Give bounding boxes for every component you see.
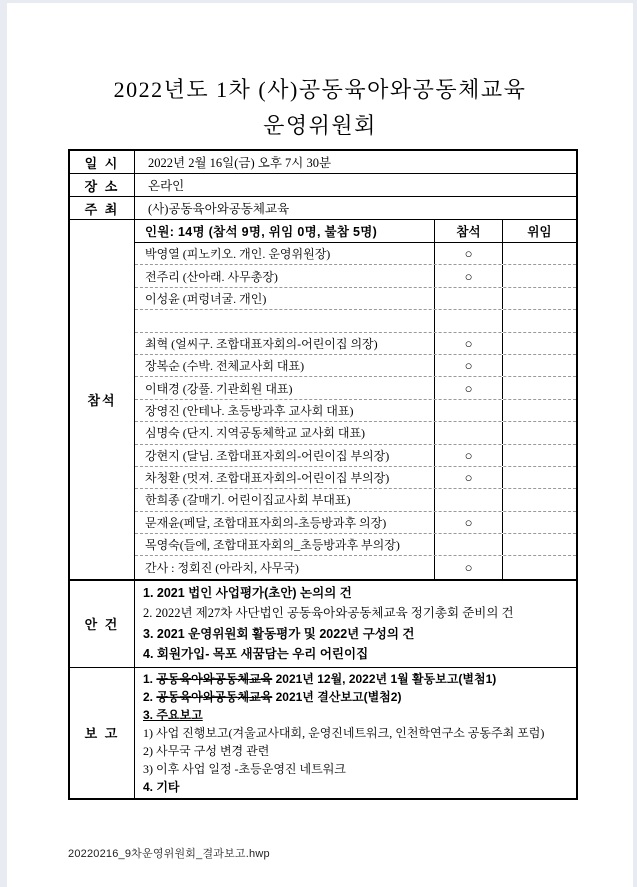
proxy-mark-cell <box>502 288 576 309</box>
agenda-section <box>70 581 576 668</box>
table-row-datetime <box>70 151 576 174</box>
attendee-row <box>135 534 576 556</box>
agenda-section-label: 안 건 <box>70 581 135 667</box>
attend-mark-cell <box>434 265 502 286</box>
attendee-name: 심명숙 (단지. 지역공동체학교 교사회 대표) <box>145 426 366 441</box>
attend-mark: ○ <box>464 268 473 284</box>
document-title <box>7 72 633 144</box>
proxy-mark-cell <box>502 333 576 354</box>
attendee-row <box>135 310 576 332</box>
attendee-name: 차청환 (멋져. 조합대표자회의-어린이집 부의장) <box>145 471 390 486</box>
attendance-content <box>135 220 576 579</box>
place-label: 장 소 <box>70 174 135 196</box>
proxy-mark-cell <box>502 467 576 488</box>
attendee-row <box>135 243 576 265</box>
attendee-row <box>135 377 576 399</box>
report-section <box>70 668 576 798</box>
attendee-row <box>135 467 576 489</box>
proxy-mark-cell <box>502 512 576 533</box>
report-item: 2) 사무국 구성 변경 관련 <box>143 743 270 758</box>
report-item: 3) 이후 사업 일정 -초등운영진 네트워크 <box>143 761 346 776</box>
attendee-name <box>135 310 434 331</box>
proxy-mark-cell <box>502 422 576 443</box>
attendance-section <box>70 220 576 581</box>
attendee-name: 박영열 (피노키오. 개인. 운영위원장) <box>145 247 331 262</box>
attendee-row <box>135 556 576 578</box>
attendee-name: 장영진 (안테나. 초등방과후 교사회 대표) <box>145 403 354 418</box>
attend-mark-cell <box>434 377 502 398</box>
attend-mark: ○ <box>464 447 473 463</box>
attend-mark-cell <box>434 489 502 510</box>
proxy-mark-cell <box>502 243 576 264</box>
attend-mark-cell <box>434 355 502 376</box>
datetime-label: 일 시 <box>70 151 135 173</box>
attend-mark: ○ <box>464 514 473 530</box>
attend-mark-cell <box>434 243 502 264</box>
attend-mark-cell <box>434 445 502 466</box>
file-name-footer: 20220216_9차운영위원회_결과보고.hwp <box>68 848 270 860</box>
datetime-value: 2022년 2월 16일(금) 오후 7시 30분 <box>148 156 332 170</box>
attendee-name: 이태경 (강풀. 기관회원 대표) <box>145 381 293 396</box>
proxy-mark-cell <box>502 310 576 331</box>
proxy-column-header: 위임 <box>502 220 576 242</box>
proxy-mark-cell <box>502 489 576 510</box>
attendee-row <box>135 422 576 444</box>
report-body <box>135 668 576 798</box>
attendance-rows <box>135 243 576 579</box>
attendee-name: 전주리 (산아래. 사무총장) <box>145 269 278 284</box>
attend-mark: ○ <box>464 246 473 262</box>
attend-mark: ○ <box>464 380 473 396</box>
proxy-mark-cell <box>502 556 576 578</box>
struck-text: 공동육아와공동체교육 <box>156 671 273 686</box>
agenda-body <box>135 581 576 667</box>
report-item: 1) 사업 진행보고(겨울교사대회, 운영진네트워크, 인천학연구소 공동주최 포럼) <box>143 725 545 740</box>
proxy-mark-cell <box>502 355 576 376</box>
agenda-item: 2. 2022년 제27차 사단법인 공동육아와공동체교육 정기총회 준비의 건 <box>143 606 514 621</box>
attend-mark-cell <box>434 422 502 443</box>
attend-mark: ○ <box>464 560 473 576</box>
attendee-row <box>135 489 576 511</box>
proxy-mark-cell <box>502 534 576 555</box>
attend-mark-cell <box>434 400 502 421</box>
document-page <box>7 3 633 887</box>
host-value: (사)공동육아와공동체교육 <box>148 202 290 216</box>
attendee-name: 강현지 (달님. 조합대표자회의-어린이집 부의장) <box>145 448 390 463</box>
report-section-label: 보 고 <box>70 668 135 798</box>
agenda-item: 1. 2021 법인 사업평가(초안) 논의의 건 <box>143 585 352 600</box>
struck-text: 공동육아와공동체교육 <box>156 689 273 704</box>
attend-mark-cell <box>434 512 502 533</box>
agenda-item: 3. 2021 운영위원회 활동평가 및 2022년 구성의 건 <box>143 626 415 641</box>
proxy-mark-cell <box>502 377 576 398</box>
meeting-info-table <box>68 149 578 800</box>
attendee-name: 간사 : 정회진 (아라치, 사무국) <box>145 561 299 576</box>
attendance-header-row <box>135 220 576 243</box>
proxy-mark-cell <box>502 445 576 466</box>
attendee-name: 문재윤(페달, 조합대표자회의-초등방과후 의장) <box>145 515 387 530</box>
attendee-row <box>135 445 576 467</box>
report-item: 2. 공동육아와공동체교육 2021년 결산보고(별첨2) <box>143 689 402 704</box>
attend-column-header: 참석 <box>434 220 502 242</box>
attend-mark-cell <box>434 310 502 331</box>
attend-mark-cell <box>434 534 502 555</box>
attendee-row <box>135 512 576 534</box>
attend-mark: ○ <box>464 470 473 486</box>
document-title-line1: 2022년도 1차 (사)공동육아와공동체교육 <box>113 77 527 102</box>
document-title-line2: 운영위원회 <box>263 113 377 138</box>
proxy-mark-cell <box>502 265 576 286</box>
attendee-row <box>135 400 576 422</box>
attendee-name: 이성윤 (퍼렁녀굴. 개인) <box>145 291 267 306</box>
attendee-row <box>135 355 576 377</box>
report-item: 1. 공동육아와공동체교육 2021년 12월, 2022년 1월 활동보고(별첨1) <box>143 671 497 686</box>
attend-mark-cell <box>434 467 502 488</box>
table-row-place <box>70 174 576 197</box>
agenda-item: 4. 회원가입- 목포 새꿈담는 우리 어린이집 <box>143 647 369 662</box>
table-row-host <box>70 197 576 220</box>
attendee-name: 장복순 (수박. 전체교사회 대표) <box>145 359 305 374</box>
attendee-row <box>135 288 576 310</box>
proxy-mark-cell <box>502 400 576 421</box>
attend-mark-cell <box>434 288 502 309</box>
attend-mark: ○ <box>464 358 473 374</box>
attendee-name: 최혁 (얼씨구. 조합대표자회의-어린이집 의장) <box>145 336 378 351</box>
attend-mark: ○ <box>464 335 473 351</box>
host-label: 주 최 <box>70 197 135 219</box>
attendance-summary: 인원: 14명 (참석 9명, 위임 0명, 불참 5명) <box>145 225 378 239</box>
attendee-name: 목영숙(들에, 조합대표자회의_초등방과후 부의장) <box>145 538 400 553</box>
place-value: 온라인 <box>148 179 185 193</box>
attend-mark-cell <box>434 556 502 578</box>
report-item: 3. 주요보고 <box>143 707 203 722</box>
attendee-name: 한희종 (갈매기. 어린이집교사회 부대표) <box>145 493 351 508</box>
attendee-row <box>135 265 576 287</box>
attendance-section-label: 참석 <box>70 220 135 579</box>
report-item: 4. 기타 <box>143 779 180 794</box>
attend-mark-cell <box>434 333 502 354</box>
attendee-row <box>135 333 576 355</box>
